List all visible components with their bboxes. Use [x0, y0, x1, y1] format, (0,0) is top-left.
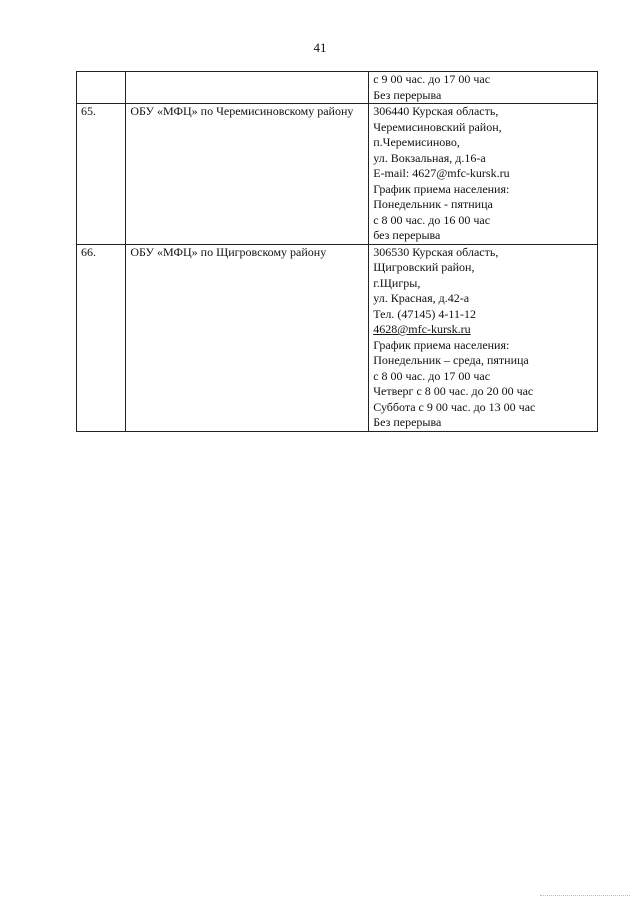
address-line: 306440 Курская область, — [373, 104, 499, 118]
row-number-cell: 66. — [77, 244, 126, 431]
email-link[interactable]: 4628@mfc-kursk.ru — [373, 322, 471, 336]
schedule-line: Суббота с 9 00 час. до 13 00 час — [373, 399, 536, 414]
office-name-cell: ОБУ «МФЦ» по Черемисиновскому району — [126, 104, 369, 245]
address-line: г.Щигры, — [373, 275, 421, 290]
info-line: Без перерыва — [373, 87, 442, 102]
office-info-cell — [369, 104, 598, 245]
schedule-line: с 8 00 час. до 16 00 час — [373, 212, 491, 227]
info-line: с 9 00 час. до 17 00 час — [373, 72, 491, 86]
address-line: Черемисиновский район, — [373, 119, 502, 134]
address-line: ул. Красная, д.42-а — [373, 291, 470, 305]
schedule-line: Понедельник – среда, пятница — [373, 353, 529, 367]
phone-line: Тел. (47145) 4-11-12 — [373, 306, 476, 321]
address-line: п.Черемисиново, — [373, 135, 460, 149]
office-info-cell — [369, 72, 598, 104]
email-line: E-mail: 4627@mfc-kursk.ru — [373, 166, 510, 180]
office-name-cell — [126, 72, 369, 104]
schedule-line: Без перерыва — [373, 415, 442, 429]
scan-mark — [540, 895, 630, 897]
schedule-line: без перерыва — [373, 228, 441, 242]
row-number-cell: 65. — [77, 104, 126, 245]
address-line: 306530 Курская область, — [373, 244, 499, 259]
schedule-line: с 8 00 час. до 17 00 час — [373, 368, 491, 383]
address-line: ул. Вокзальная, д.16-а — [373, 150, 486, 165]
mfc-offices-table — [76, 71, 598, 432]
office-info-cell — [369, 244, 598, 431]
table-row — [77, 72, 598, 104]
schedule-line: Четверг с 8 00 час. до 20 00 час — [373, 384, 534, 398]
page-number: 41 — [313, 40, 327, 55]
table-row — [77, 244, 598, 431]
schedule-line: Понедельник - пятница — [373, 197, 493, 211]
address-line: Щигровский район, — [373, 260, 475, 274]
schedule-heading: График приема населения: — [373, 181, 510, 196]
table-row — [77, 104, 598, 245]
office-name-cell: ОБУ «МФЦ» по Щигровскому району — [126, 244, 369, 431]
schedule-heading: График приема населения: — [373, 337, 510, 352]
row-number-cell — [77, 72, 126, 104]
